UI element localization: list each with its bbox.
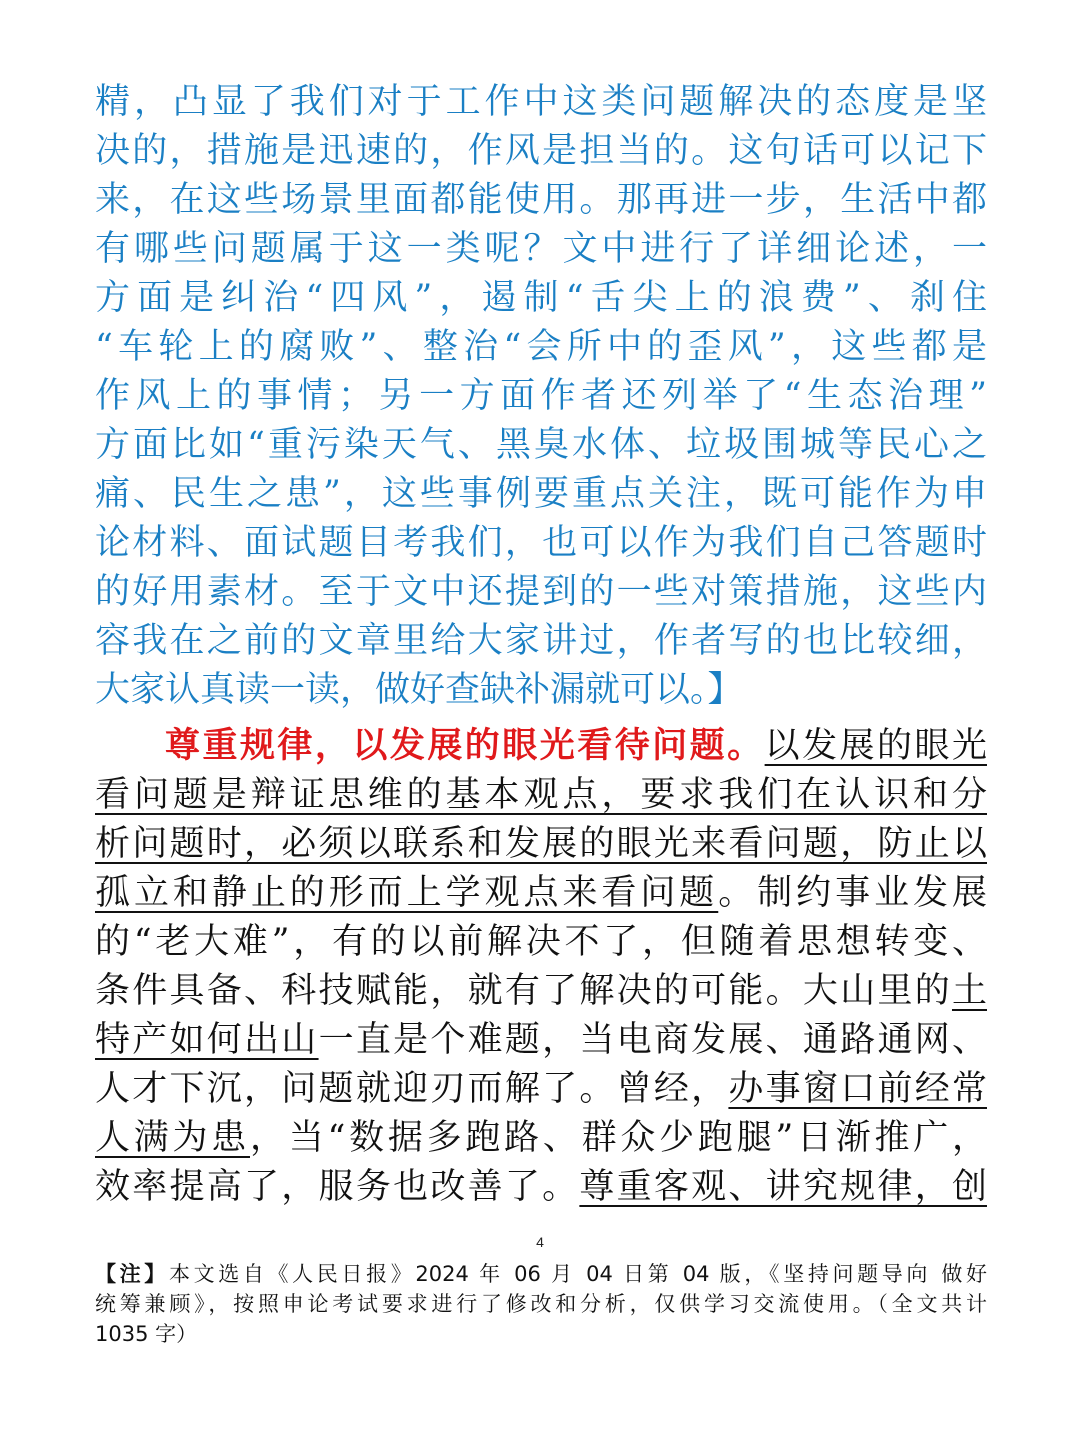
footnote-line — [95, 1259, 987, 1289]
paragraph-line — [95, 969, 987, 1013]
footnote-line: 1035 字） — [95, 1322, 198, 1346]
analysis-line: 大家认真读一读，做好查缺补漏就可以。】 — [95, 670, 743, 710]
plain-text: 效率提高了，服务也改善了。 — [95, 1167, 580, 1207]
analysis-line: 的好用素材。至于文中还提到的一些对策措施，这些内 — [95, 572, 987, 612]
analysis-line: 决的，措施是迅速的，作风是担当的。这句话可以记下 — [95, 131, 987, 171]
page-number: 4 — [536, 1234, 544, 1250]
footnote-line: 统筹兼顾》，按照申论考试要求进行了修改和分析，仅供学习交流使用。（全文共计 — [95, 1292, 987, 1316]
paragraph-line: 的“老大难”，有的以前解决不了，但随着思想转变、 — [95, 922, 987, 962]
underlined-text: 以发展的眼光 — [764, 726, 987, 766]
analysis-line: “车轮上的腐败”、整治“会所中的歪风”，这些都是 — [95, 327, 987, 367]
paragraph-heading: 尊重规律，以发展的眼光看待问题。 — [165, 725, 765, 766]
underlined-text: 土 — [951, 971, 987, 1011]
paragraph-line — [95, 1018, 987, 1062]
paragraph-first-line — [165, 724, 987, 768]
underlined-text: 特产如何出山 — [95, 1020, 319, 1060]
analysis-line: 方面比如“重污染天气、黑臭水体、垃圾围城等民心之 — [95, 425, 987, 465]
plain-text: 条件具备、科技赋能，就有了解决的可能。大山里的 — [95, 971, 952, 1011]
paragraph-line — [95, 1165, 987, 1209]
note-text: 本文选自《人民日报》2024 年 06 月 04 日第 04 版，《坚持问题导向 做好 — [168, 1262, 988, 1286]
note-label: 【注】 — [95, 1262, 169, 1286]
plain-text: 人才下沉，问题就迎刃而解了。曾经， — [95, 1069, 729, 1109]
analysis-line: 痛、民生之患”，这些事例要重点关注，既可能作为申 — [95, 474, 987, 514]
analysis-line: 论材料、面试题目考我们，也可以作为我们自己答题时 — [95, 523, 987, 563]
plain-text: 一直是个难题，当电商发展、通路通网、 — [318, 1020, 987, 1060]
paragraph-line — [95, 1116, 987, 1160]
paragraph-line — [95, 871, 987, 915]
analysis-line: 作风上的事情；另一方面作者还列举了“生态治理” — [95, 376, 987, 416]
underlined-text: 人满为患 — [95, 1118, 250, 1158]
underlined-text: 尊重客观、讲究规律，创 — [579, 1167, 987, 1207]
underlined-text: 办事窗口前经常 — [728, 1069, 987, 1109]
analysis-line: 有哪些问题属于这一类呢？文中进行了详细论述，一 — [95, 229, 987, 269]
plain-text: ，当“数据多跑路、群众少跑腿”日渐推广， — [250, 1118, 987, 1158]
underlined-text: 孤立和静止的形而上学观点来看问题 — [95, 873, 719, 913]
plain-text: 。制约事业发展 — [718, 873, 987, 913]
paragraph-line: 析问题时，必须以联系和发展的眼光来看问题，防止以 — [95, 824, 987, 864]
analysis-line: 精，凸显了我们对于工作中这类问题解决的态度是坚 — [95, 82, 987, 122]
analysis-line: 来，在这些场景里面都能使用。那再进一步，生活中都 — [95, 180, 987, 220]
analysis-line: 容我在之前的文章里给大家讲过，作者写的也比较细， — [95, 621, 987, 661]
paragraph-line: 看问题是辩证思维的基本观点，要求我们在认识和分 — [95, 775, 987, 815]
paragraph-line — [95, 1067, 987, 1111]
analysis-line: 方面是纠治“四风”，遏制“舌尖上的浪费”、刹住 — [95, 278, 987, 318]
